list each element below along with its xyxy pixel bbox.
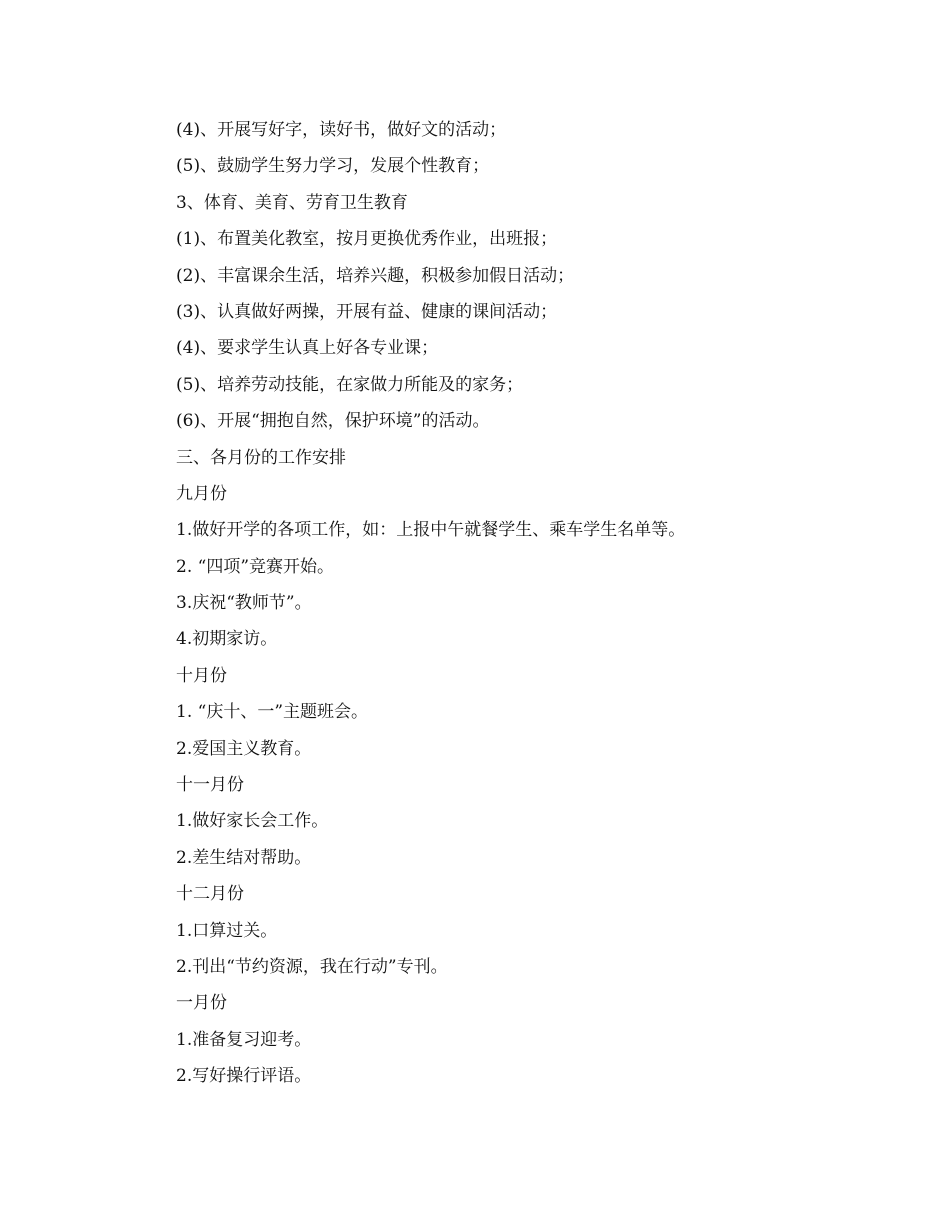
text-line: 1.做好开学的各项工作，如：上报中午就餐学生、乘车学生名单等。 [176,520,686,541]
month-heading: 十二月份 [176,884,244,905]
text-line: 4.初期家访。 [176,629,278,650]
text-line: (1)、布置美化教室，按月更换优秀作业，出班报； [176,229,558,250]
month-heading: 一月份 [176,993,227,1014]
text-line: 1.做好家长会工作。 [176,811,329,832]
text-line: 1.口算过关。 [176,920,278,941]
section-heading: 三、各月份的工作安排 [176,447,346,468]
document-body [176,112,876,1095]
text-line: (3)、认真做好两操，开展有益、健康的课间活动； [176,301,558,322]
text-line: 2.差生结对帮助。 [176,847,312,868]
text-line: (2)、丰富课余生活，培养兴趣，积极参加假日活动； [176,265,575,286]
text-line: 3.庆祝“教师节”。 [176,593,312,614]
text-line: (5)、培养劳动技能，在家做力所能及的家务； [176,374,524,395]
text-line: (4)、要求学生认真上好各专业课； [176,338,439,359]
text-line: (5)、鼓励学生努力学习，发展个性教育； [176,156,490,177]
month-heading: 九月份 [176,483,227,504]
text-line: 2.爱国主义教育。 [176,738,312,759]
text-line: 1. “庆十、一”主题班会。 [176,702,369,723]
month-heading: 十月份 [176,665,227,686]
text-line: 1.准备复习迎考。 [176,1029,312,1050]
text-line: 2.刊出“节约资源，我在行动”专刊。 [176,956,448,977]
text-line: (4)、开展写好字，读好书，做好文的活动； [176,120,507,140]
month-heading: 十一月份 [176,775,244,796]
text-line: 2. “四项”竞赛开始。 [176,556,335,577]
section-heading: 3、体育、美育、劳育卫生教育 [176,192,408,213]
text-line: (6)、开展“拥抱自然，保护环境”的活动。 [176,411,490,432]
text-line: 2.写好操行评语。 [176,1066,312,1087]
